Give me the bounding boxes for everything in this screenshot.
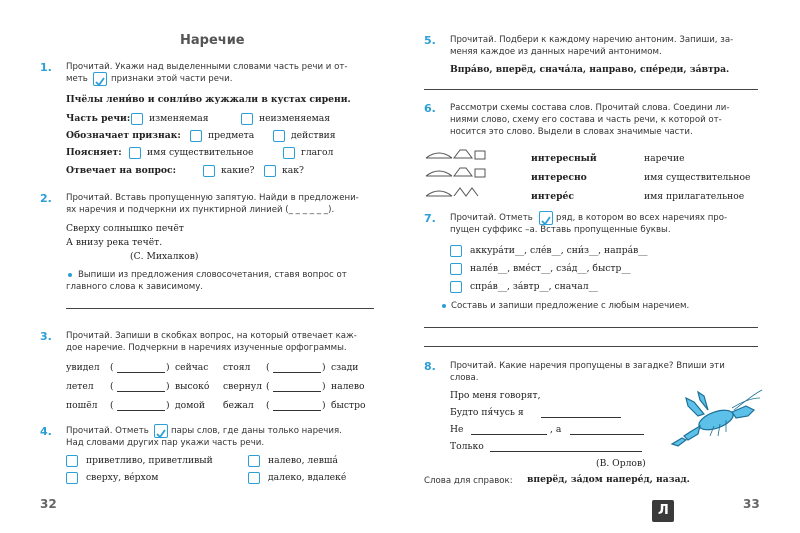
task-6-instruction-line3: носится это слово. Выдели в словах значимые части. [450, 127, 693, 137]
paren-close: ) [166, 400, 170, 411]
checkbox-row-3[interactable] [450, 281, 462, 293]
task-2-bullet-line2: главного слова к зависимому. [66, 282, 204, 292]
checkmark-icon [154, 424, 168, 438]
word-scheme-diagrams [424, 146, 494, 202]
answer-line[interactable] [424, 89, 758, 90]
task-7-number: 7. [424, 212, 436, 225]
t3-adverb: высоко́ [175, 381, 210, 392]
logo-letter: Л [658, 503, 669, 518]
row-part-label: Часть речи: [66, 113, 131, 124]
paren-close: ) [166, 362, 170, 373]
question-blank[interactable] [273, 372, 321, 373]
checkbox-pair-1[interactable] [66, 455, 78, 467]
t3-verb: увидел [66, 362, 100, 373]
t3-adverb: быстро [331, 400, 366, 411]
task-5-instruction-line1: Прочитай. Подбери к каждому наречию антоним. Запиши, за- [450, 35, 734, 45]
paren-open: ( [266, 400, 270, 411]
part-of-speech: имя прилагательное [644, 191, 745, 202]
t3-verb: бежал [223, 400, 254, 411]
riddle-line1: Про меня говорят, [450, 390, 541, 401]
page-number-right: 33 [743, 497, 760, 511]
option-changeable: изменяемая [149, 113, 209, 124]
task-7-instruction-line1a: Прочитай. Отметь [450, 213, 533, 223]
riddle-line2: Будто пя́чусь я [450, 407, 524, 418]
reference-label: Слова для справок: [424, 476, 513, 486]
question-blank[interactable] [117, 410, 165, 411]
check-icon [94, 76, 106, 88]
paren-close: ) [322, 362, 326, 373]
task-1-number: 1. [40, 61, 52, 74]
task-2-bullet-line1: Выпиши из предложения словосочетания, ставя вопрос от [78, 270, 347, 280]
task-5-words: Впра́во, вперёд, снача́ла, направо, спе́реди, за́втра. [450, 64, 730, 75]
task-8-instruction-line2: слова. [450, 373, 479, 383]
task-1-instruction-line2b: признаки этой части речи. [111, 74, 233, 84]
task-4-instruction-line2: Над словами других пар укажи часть речи. [66, 438, 265, 448]
poem-line2: А внизу река течёт. [66, 237, 163, 248]
row-question-label: Отвечает на вопрос: [66, 165, 176, 176]
riddle-author: (В. Орлов) [596, 458, 646, 469]
riddle-line3b: , а [550, 424, 562, 435]
poem-line1: Сверху солнышко печёт [66, 223, 184, 234]
task-1-instruction-line2a: меть [66, 74, 88, 84]
paren-close: ) [166, 381, 170, 392]
word-pair: приветливо, приветливый [86, 455, 213, 466]
suffix-row: спра́в__, за́втр__, сначал__ [470, 281, 598, 292]
t3-verb: свернул [223, 381, 263, 392]
task-2-instruction-line1: Прочитай. Вставь пропущенную запятую. Найди в предложени- [66, 193, 359, 203]
paren-open: ( [110, 381, 114, 392]
checkbox-how[interactable] [264, 165, 276, 177]
task-6-instruction-line1: Рассмотри схемы состава слов. Прочитай слова. Соедини ли- [450, 103, 730, 113]
page-title: Наречие [180, 33, 245, 48]
word: интере́с [531, 191, 574, 202]
riddle-blank[interactable] [541, 417, 621, 418]
paren-close: ) [322, 381, 326, 392]
scheme-1 [426, 150, 485, 159]
word-pair: далеко, вдалеке́ [268, 472, 347, 483]
checkbox-which[interactable] [203, 165, 215, 177]
bullet-icon [68, 273, 72, 277]
checkbox-verb[interactable] [283, 147, 295, 159]
t3-verb: пошёл [66, 400, 98, 411]
question-blank[interactable] [273, 391, 321, 392]
t3-adverb: сейчас [175, 362, 209, 373]
checkbox-action[interactable] [273, 130, 285, 142]
paren-open: ( [266, 381, 270, 392]
option-unchangeable: неизменяемая [259, 113, 331, 124]
task-1-instruction-line1: Прочитай. Укажи над выделенными словами часть речи и от- [66, 62, 348, 72]
word-pair: налево, левша́ [268, 455, 338, 466]
task-4-instruction-line1a: Прочитай. Отметь [66, 426, 149, 436]
option-how: как? [282, 165, 304, 176]
task-6-instruction-line2: ниями слово, схему его состава и часть речи, к которой от- [450, 115, 722, 125]
answer-line[interactable] [66, 308, 374, 309]
suffix-row: аккура́ти__, сле́в__, сни́з__, напра́в__ [470, 245, 648, 256]
option-noun: имя существительное [147, 147, 254, 158]
task-7-bullet: Составь и запиши предложение с любым наречием. [451, 301, 690, 311]
scheme-2 [426, 168, 485, 177]
row-sign-label: Обозначает признак: [66, 130, 181, 141]
checkbox-unchangeable[interactable] [241, 113, 253, 125]
t3-adverb: сзади [331, 362, 359, 373]
question-blank[interactable] [117, 391, 165, 392]
task-7-instruction-line2: пущен суффикс –а. Вставь пропущенные буквы. [450, 225, 671, 235]
crayfish-illustration [664, 388, 764, 448]
t3-verb: летел [66, 381, 94, 392]
question-blank[interactable] [117, 372, 165, 373]
task-1-sentence: Пчёлы лени́во и сонли́во жужжали в кустах сирени. [66, 94, 351, 105]
task-2-number: 2. [40, 192, 52, 205]
answer-line[interactable] [424, 346, 758, 347]
word: интересный [531, 153, 597, 164]
checkbox-noun[interactable] [129, 147, 141, 159]
task-2-instruction-line2: ях наречия и подчеркни их пунктирной линией (_ _ _ _ _ _). [66, 205, 335, 215]
paren-close: ) [322, 400, 326, 411]
t3-verb: стоял [223, 362, 251, 373]
task-4-number: 4. [40, 425, 52, 438]
riddle-blank[interactable] [490, 451, 642, 452]
riddle-blank[interactable] [471, 434, 547, 435]
checkbox-pair-2[interactable] [248, 455, 260, 467]
paren-open: ( [110, 400, 114, 411]
checkbox-changeable[interactable] [131, 113, 143, 125]
task-6-number: 6. [424, 102, 436, 115]
option-action: действия [291, 130, 336, 141]
task-5-instruction-line2: меняя каждое из данных наречий антонимом. [450, 47, 662, 57]
task-3-instruction-line1: Прочитай. Запиши в скобках вопрос, на который отвечает каж- [66, 331, 357, 341]
word-pair: сверху, ве́рхом [86, 472, 159, 483]
answer-line[interactable] [424, 327, 758, 328]
part-of-speech: имя существительное [644, 172, 751, 183]
publisher-logo [652, 500, 674, 522]
scheme-3 [426, 188, 478, 196]
t3-adverb: налево [331, 381, 365, 392]
row-explains-label: Поясняет: [66, 147, 122, 158]
word: интересно [531, 172, 587, 183]
checkbox-row-2[interactable] [450, 263, 462, 275]
option-verb: глагол [301, 147, 334, 158]
task-4-instruction-line1b: пары слов, где даны только наречия. [171, 426, 342, 436]
suffix-row: нале́в__, вме́ст__, сза́д__, быстр__ [470, 263, 631, 274]
option-object: предмета [208, 130, 255, 141]
riddle-line4: Только [450, 441, 484, 452]
part-of-speech: наречие [644, 153, 685, 164]
option-which: какие? [221, 165, 255, 176]
page-number-left: 32 [40, 497, 57, 511]
bullet-icon [442, 304, 446, 308]
task-5-number: 5. [424, 34, 436, 47]
t3-adverb: домой [175, 400, 205, 411]
paren-open: ( [110, 362, 114, 373]
checkmark-icon [539, 211, 553, 225]
task-8-instruction-line1: Прочитай. Какие наречия пропущены в загадке? Впиши эти [450, 361, 725, 371]
reference-words: вперёд, за́дом напере́д, назад. [527, 474, 690, 485]
checkbox-row-1[interactable] [450, 245, 462, 257]
task-3-instruction-line2: дое наречие. Подчеркни в наречиях изученные орфограммы. [66, 343, 347, 353]
task-3-number: 3. [40, 330, 52, 343]
checkbox-pair-3[interactable] [66, 472, 78, 484]
riddle-line3a: Не [450, 424, 464, 435]
riddle-blank[interactable] [570, 434, 644, 435]
task-7-instruction-line1b: ряд, в котором во всех наречиях про- [556, 213, 728, 223]
paren-open: ( [266, 362, 270, 373]
checkbox-pair-4[interactable] [248, 472, 260, 484]
checkbox-object[interactable] [190, 130, 202, 142]
checkmark-icon [93, 72, 107, 86]
question-blank[interactable] [273, 410, 321, 411]
task-8-number: 8. [424, 360, 436, 373]
poem-author: (С. Михалков) [130, 251, 199, 262]
